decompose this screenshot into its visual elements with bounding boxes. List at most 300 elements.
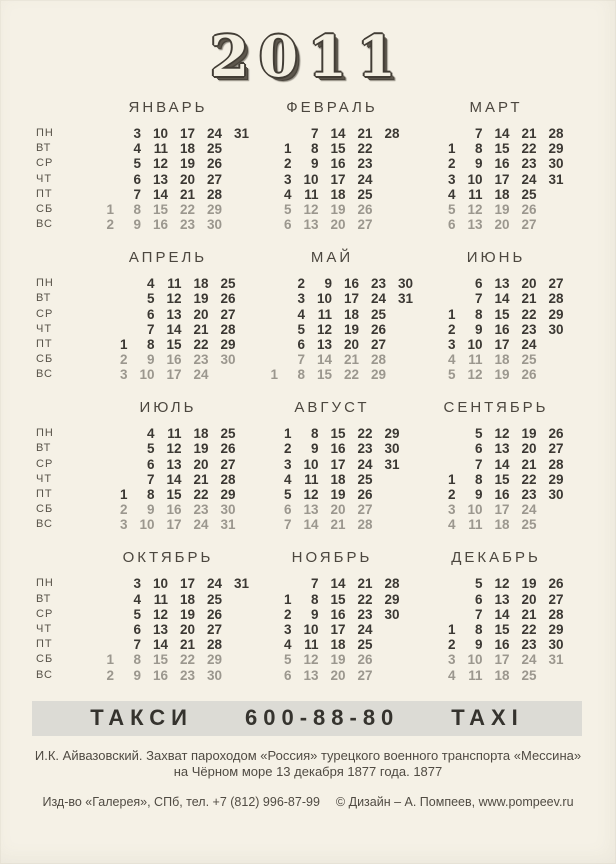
day-cell: 17 (179, 126, 195, 141)
month-week-row (429, 217, 564, 232)
day-cell: 13 (316, 336, 332, 352)
month-block (86, 248, 250, 384)
month-grid (265, 576, 400, 682)
month-week-row (265, 426, 400, 441)
day-cell: 16 (330, 156, 346, 172)
month-week-row (87, 576, 249, 591)
day-cell: 26 (357, 487, 373, 502)
day-cell: 19 (521, 576, 537, 592)
day-cell: 2 (106, 667, 114, 683)
day-cell (373, 502, 400, 517)
day-cell: 25 (357, 637, 373, 653)
weekday-labels-column (36, 398, 86, 534)
day-cell: 14 (166, 321, 182, 337)
day-cell: 24 (193, 517, 209, 533)
month-week-row (87, 607, 249, 622)
day-cell (101, 441, 128, 456)
day-cell: 15 (166, 487, 182, 502)
day-cell: 22 (343, 367, 359, 383)
day-cell: 2 (283, 606, 292, 622)
day-cell: 25 (220, 276, 236, 292)
day-cell: 24 (521, 652, 537, 668)
day-cell: 8 (133, 652, 141, 668)
weekday-label: СР (36, 607, 54, 620)
day-cell: 2 (447, 487, 456, 502)
day-cell: 8 (474, 141, 483, 157)
day-cell: 17 (343, 291, 359, 307)
month-week-row (429, 576, 564, 591)
day-cell: 26 (521, 201, 537, 217)
day-cell: 18 (494, 517, 510, 533)
day-cell: 31 (397, 291, 413, 307)
day-cell: 14 (330, 126, 346, 141)
month-week-row (101, 352, 236, 367)
day-cell (537, 668, 564, 683)
day-cell: 30 (206, 217, 222, 233)
day-cell: 28 (370, 352, 386, 368)
day-cell: 7 (310, 576, 319, 592)
day-cell: 29 (548, 306, 564, 322)
day-cell: 14 (494, 456, 510, 472)
month-title: СЕНТЯБРЬ (443, 399, 549, 417)
day-cell: 16 (152, 667, 168, 683)
day-cell: 21 (343, 352, 359, 368)
caption-line-2: на Чёрном море 13 декабря 1877 года. 1877 (173, 764, 443, 779)
day-cell: 18 (193, 276, 209, 292)
day-cell (386, 322, 413, 337)
day-cell: 22 (357, 141, 373, 157)
month-title: ДЕКАБРЬ (451, 549, 541, 567)
banner-taxi-ru: ТАКСИ (90, 705, 193, 730)
month-week-row (87, 126, 249, 141)
day-cell: 25 (357, 471, 373, 487)
day-cell: 4 (297, 306, 305, 322)
day-cell: 20 (193, 306, 209, 322)
day-cell: 6 (474, 441, 483, 457)
month-week-row (265, 202, 400, 217)
day-cell (222, 187, 249, 202)
month-week-row (251, 322, 413, 337)
day-cell: 24 (206, 576, 222, 592)
day-cell (537, 202, 564, 217)
day-cell: 19 (343, 321, 359, 337)
day-cell: 18 (179, 591, 195, 607)
day-cell: 8 (297, 367, 305, 383)
month-week-row (251, 291, 413, 306)
day-cell (373, 172, 400, 187)
day-cell: 9 (310, 156, 319, 172)
day-cell (222, 607, 249, 622)
day-cell: 1 (106, 652, 114, 668)
day-cell: 9 (474, 321, 483, 337)
month-week-row (429, 592, 564, 607)
day-cell: 6 (297, 336, 305, 352)
day-cell: 7 (297, 352, 305, 368)
weekday-label: ЧТ (36, 172, 53, 185)
day-cell: 21 (521, 456, 537, 472)
day-cell: 18 (494, 352, 510, 368)
day-cell: 5 (283, 201, 292, 217)
day-cell: 27 (370, 336, 386, 352)
day-cell: 29 (370, 367, 386, 383)
day-cell: 2 (447, 156, 456, 172)
day-cell: 4 (146, 426, 155, 442)
day-cell: 17 (494, 171, 510, 187)
day-cell: 14 (494, 291, 510, 307)
day-cell: 22 (179, 201, 195, 217)
day-cell: 3 (447, 502, 456, 518)
month-title: ИЮЛЬ (139, 399, 197, 417)
day-cell: 13 (494, 591, 510, 607)
day-cell: 20 (193, 456, 209, 472)
day-cell: 5 (146, 291, 155, 307)
day-cell: 14 (303, 517, 319, 533)
day-cell: 12 (494, 426, 510, 442)
day-cell: 2 (447, 637, 456, 653)
day-cell: 16 (166, 502, 182, 518)
month-week-row (101, 502, 236, 517)
month-week-row (87, 592, 249, 607)
day-cell (251, 307, 278, 322)
day-cell: 10 (152, 576, 168, 592)
day-cell: 5 (447, 367, 456, 383)
day-cell: 24 (370, 291, 386, 307)
month-week-row (429, 337, 564, 352)
day-cell (429, 426, 456, 441)
day-cell: 14 (494, 126, 510, 141)
day-cell: 23 (357, 441, 373, 457)
day-cell: 26 (220, 291, 236, 307)
artwork-caption (0, 748, 616, 781)
day-cell: 2 (283, 156, 292, 172)
month-grid (265, 426, 400, 532)
day-cell: 25 (370, 306, 386, 322)
month-grid (87, 576, 249, 682)
month-week-row (101, 472, 236, 487)
month-week-row (101, 307, 236, 322)
day-cell: 3 (297, 291, 305, 307)
day-cell: 31 (548, 171, 564, 187)
month-week-row (429, 322, 564, 337)
month-week-row (265, 172, 400, 187)
day-cell: 30 (397, 276, 413, 292)
day-cell (429, 607, 456, 622)
day-cell: 22 (193, 487, 209, 502)
day-cell: 4 (133, 141, 141, 157)
day-cell: 25 (206, 591, 222, 607)
month-block (250, 548, 414, 684)
month-week-row (429, 291, 564, 306)
day-cell: 1 (119, 487, 128, 502)
day-cell: 24 (206, 126, 222, 141)
day-cell: 15 (494, 621, 510, 637)
day-cell: 5 (297, 321, 305, 337)
day-cell: 11 (167, 426, 182, 442)
day-cell: 28 (548, 291, 564, 307)
day-cell: 20 (330, 667, 346, 683)
day-cell: 21 (330, 517, 346, 533)
day-cell: 21 (357, 576, 373, 592)
day-cell (373, 141, 400, 156)
day-cell: 10 (303, 171, 319, 187)
day-cell: 11 (304, 637, 319, 653)
day-cell: 9 (310, 441, 319, 457)
day-cell: 11 (317, 306, 332, 322)
day-cell: 13 (152, 621, 168, 637)
weekday-label: ПТ (36, 638, 53, 651)
month-title: ИЮНЬ (466, 249, 526, 267)
day-cell: 9 (133, 217, 141, 233)
day-cell: 20 (330, 217, 346, 233)
day-cell (101, 472, 128, 487)
day-cell: 22 (521, 306, 537, 322)
day-cell: 23 (179, 217, 195, 233)
weekday-label: ВТ (36, 592, 52, 605)
day-cell: 16 (494, 321, 510, 337)
day-cell: 13 (467, 217, 483, 233)
month-block (414, 398, 578, 534)
day-cell (386, 352, 413, 367)
day-cell: 3 (133, 126, 141, 141)
day-cell: 2 (297, 276, 305, 292)
day-cell: 19 (521, 426, 537, 442)
day-cell: 28 (206, 637, 222, 653)
day-cell: 15 (316, 367, 332, 383)
month-block (250, 98, 414, 234)
footer-design-credit: © Дизайн – А. Помпеев, www.pompeev.ru (335, 794, 574, 809)
day-cell: 12 (467, 201, 483, 217)
day-cell: 6 (474, 591, 483, 607)
day-cell (537, 217, 564, 232)
day-cell (537, 352, 564, 367)
day-cell: 4 (283, 186, 292, 202)
footer-publisher: Изд-во «Галерея», СПб, тел. +7 (812) 996-87-99 (42, 794, 320, 809)
day-cell: 26 (357, 652, 373, 668)
month-week-row (429, 141, 564, 156)
month-week-row (87, 217, 249, 232)
day-cell: 16 (166, 352, 182, 368)
day-cell: 26 (548, 426, 564, 442)
day-cell: 20 (494, 217, 510, 233)
weekday-label: ВТ (36, 142, 52, 155)
day-cell: 10 (467, 336, 483, 352)
weekday-label: ПН (36, 127, 54, 139)
day-cell: 1 (283, 426, 292, 442)
month-week-row (265, 622, 400, 637)
day-cell: 25 (521, 352, 537, 368)
day-cell (101, 307, 128, 322)
quarter-row (0, 398, 616, 534)
day-cell: 24 (193, 367, 209, 383)
day-cell: 8 (310, 141, 319, 157)
day-cell (429, 126, 456, 141)
day-cell: 1 (447, 141, 456, 157)
month-grid (265, 126, 400, 232)
day-cell (537, 502, 564, 517)
quarter-row (0, 548, 616, 684)
day-cell: 20 (343, 336, 359, 352)
day-cell: 30 (384, 606, 400, 622)
day-cell: 20 (521, 441, 537, 457)
day-cell (373, 622, 400, 637)
month-grid (429, 576, 564, 682)
day-cell: 9 (474, 487, 483, 502)
day-cell: 30 (206, 667, 222, 683)
day-cell (101, 457, 128, 472)
day-cell: 13 (494, 441, 510, 457)
day-cell: 17 (166, 367, 182, 383)
day-cell: 1 (447, 306, 456, 322)
day-cell: 17 (494, 652, 510, 668)
month-grid (101, 276, 236, 382)
day-cell: 8 (146, 336, 155, 352)
month-grid (429, 126, 564, 232)
day-cell: 12 (316, 321, 332, 337)
day-cell: 21 (193, 471, 209, 487)
day-cell (251, 337, 278, 352)
weekday-label: ВС (36, 218, 53, 231)
weekday-label: ПТ (36, 187, 53, 200)
day-cell: 6 (146, 306, 155, 322)
day-cell: 28 (357, 517, 373, 533)
day-cell: 6 (283, 217, 292, 233)
month-grid (101, 426, 236, 532)
month-week-row (87, 622, 249, 637)
day-cell: 25 (521, 517, 537, 533)
month-week-row (101, 517, 236, 532)
day-cell: 14 (494, 606, 510, 622)
year-title: 2011 (210, 24, 406, 90)
day-cell: 19 (193, 291, 209, 307)
caption-line-1: И.К. Айвазовский. Захват пароходом «Россия» турецкого военного транспорта «Мессина» (34, 747, 582, 763)
day-cell (209, 367, 236, 382)
day-cell (101, 322, 128, 337)
month-grid (87, 126, 249, 232)
weekday-label: ЧТ (36, 472, 53, 485)
day-cell: 28 (206, 186, 222, 202)
day-cell: 25 (357, 186, 373, 202)
day-cell (373, 517, 400, 532)
day-cell (222, 217, 249, 232)
day-cell: 5 (133, 156, 141, 172)
month-week-row (101, 322, 236, 337)
day-cell: 26 (206, 156, 222, 172)
day-cell (222, 202, 249, 217)
month-block (250, 398, 414, 534)
month-week-row (429, 367, 564, 382)
day-cell: 3 (283, 621, 292, 637)
day-cell (537, 517, 564, 532)
weekday-label: ПТ (36, 488, 53, 500)
publisher-footer (0, 795, 616, 809)
day-cell: 24 (521, 502, 537, 518)
weekday-label: СР (36, 307, 54, 320)
weekday-label: СР (36, 157, 54, 170)
month-week-row (101, 276, 236, 291)
day-cell (373, 472, 400, 487)
day-cell: 14 (166, 471, 182, 487)
month-week-row (265, 126, 400, 141)
day-cell: 4 (447, 186, 456, 202)
day-cell (386, 307, 413, 322)
day-cell: 27 (220, 456, 236, 472)
day-cell: 30 (548, 637, 564, 653)
weekday-label: СБ (36, 353, 54, 366)
quarter-row (0, 98, 616, 234)
day-cell: 24 (521, 171, 537, 187)
day-cell: 19 (179, 156, 195, 172)
day-cell: 22 (357, 426, 373, 442)
day-cell: 27 (548, 441, 564, 457)
day-cell: 8 (310, 591, 319, 607)
month-week-row (265, 217, 400, 232)
day-cell: 10 (139, 517, 155, 533)
day-cell: 7 (474, 291, 483, 307)
month-week-row (265, 187, 400, 202)
day-cell: 17 (166, 517, 182, 533)
day-cell: 7 (146, 471, 155, 487)
day-cell: 29 (220, 336, 236, 352)
day-cell: 23 (521, 637, 537, 653)
day-cell: 29 (548, 141, 564, 157)
day-cell: 29 (220, 487, 236, 502)
month-week-row (101, 426, 236, 441)
day-cell (265, 576, 292, 591)
day-cell: 10 (467, 652, 483, 668)
day-cell: 11 (468, 667, 483, 683)
day-cell: 23 (521, 156, 537, 172)
day-cell: 17 (330, 621, 346, 637)
day-cell (87, 141, 114, 156)
month-title: МАРТ (469, 99, 523, 116)
day-cell (87, 187, 114, 202)
day-cell: 3 (447, 171, 456, 187)
day-cell (373, 156, 400, 171)
weekday-label: СБ (36, 503, 54, 516)
day-cell: 4 (447, 352, 456, 368)
day-cell: 22 (179, 652, 195, 668)
month-week-row (87, 202, 249, 217)
day-cell: 14 (152, 637, 168, 653)
month-title: АПРЕЛЬ (128, 249, 208, 267)
day-cell: 29 (548, 471, 564, 487)
day-cell: 28 (220, 321, 236, 337)
day-cell: 6 (447, 217, 456, 233)
day-cell: 6 (283, 502, 292, 518)
day-cell: 24 (357, 456, 373, 472)
day-cell: 8 (146, 487, 155, 502)
day-cell: 3 (119, 367, 128, 383)
month-week-row (429, 607, 564, 622)
month-week-row (429, 487, 564, 502)
month-grid (251, 276, 413, 382)
month-week-row (265, 607, 400, 622)
day-cell: 9 (474, 637, 483, 653)
month-week-row (429, 276, 564, 291)
day-cell: 27 (548, 276, 564, 292)
day-cell (222, 652, 249, 667)
day-cell: 13 (152, 171, 168, 187)
day-cell: 21 (357, 126, 373, 141)
day-cell: 28 (220, 471, 236, 487)
day-cell: 12 (303, 201, 319, 217)
day-cell: 12 (494, 576, 510, 592)
month-title: НОЯБРЬ (291, 549, 373, 567)
month-week-row (429, 352, 564, 367)
day-cell: 22 (357, 591, 373, 607)
day-cell: 15 (330, 141, 346, 157)
day-cell: 12 (152, 606, 168, 622)
